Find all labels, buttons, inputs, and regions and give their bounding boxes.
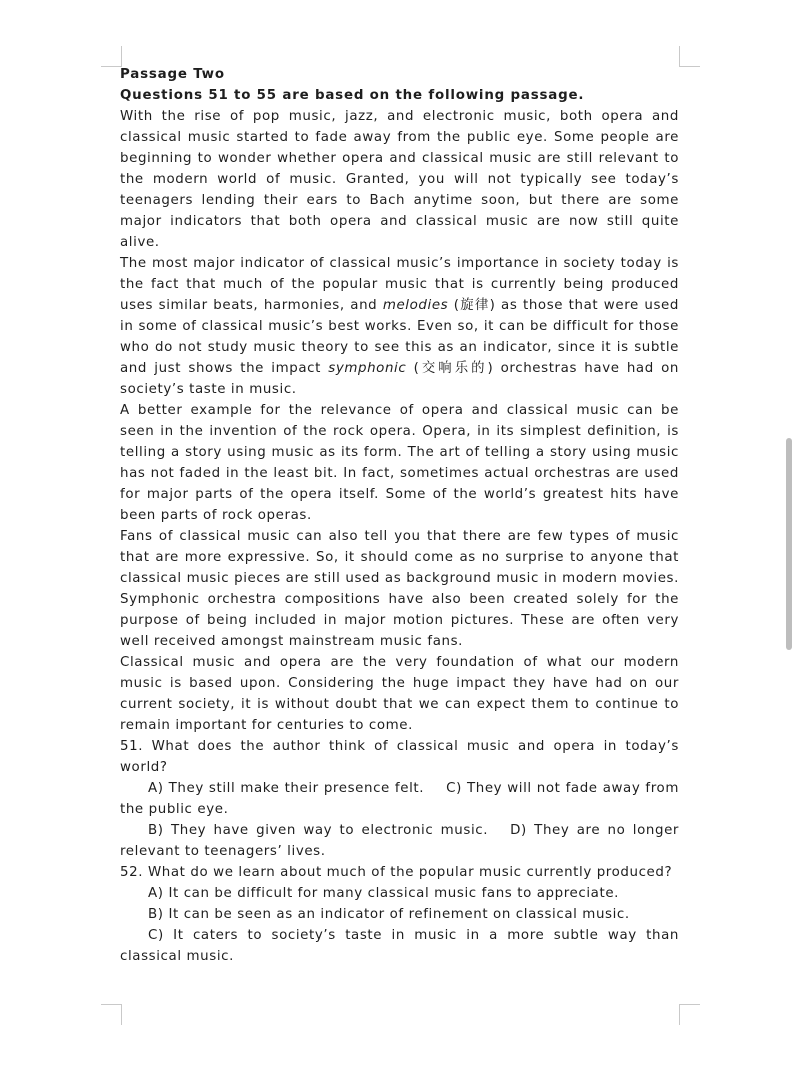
- question-51-option-d: D) They are no longer relevant to teenagers’ lives.: [120, 823, 680, 859]
- vertical-scrollbar[interactable]: [786, 438, 792, 650]
- question-52-stem: 52. What do we learn about much of the popular music currently produced?: [120, 865, 673, 880]
- passage-paragraph-3: A better example for the relevance of opera and classical music can be seen in the invention of the rock opera. Opera, in its simplest definition, is telling a story using music as its form. The art of telling a story using music has not faded in the least bit. In fact, sometimes actual orchestras are used for major parts of the opera itself. Some of the world’s greatest hits have been parts of rock operas.: [120, 403, 679, 523]
- paragraph-2-text-c: orchestras have had on society’s taste in music.: [120, 361, 679, 397]
- paragraph-2-text-a: The most major indicator of classical music’s importance in society today is the fact that much of the popular music that is currently being produced uses similar beats, harmonies, and: [120, 256, 679, 313]
- passage-paragraph-2: [120, 253, 679, 400]
- passage-paragraph-1: With the rise of pop music, jazz, and electronic music, both opera and classical music started to fade away from the public eye. Some people are beginning to wonder whether opera and classical music are still relevant to the modern world of music. Granted, you will not typically see today’s teenagers lending their ears to Bach anytime soon, but there are some major indicators that both opera and classical music are now still quite alive.: [120, 109, 679, 250]
- document-body: [120, 64, 679, 967]
- passage-instructions: Questions 51 to 55 are based on the following passage.: [120, 88, 585, 103]
- question-51-option-b: B) They have given way to electronic music.: [148, 823, 489, 838]
- question-52-option-b: B) It can be seen as an indicator of refinement on classical music.: [148, 907, 630, 922]
- passage-paragraph-5: Classical music and opera are the very foundation of what our modern music is based upon. Considering the huge impact they have had on our current society, it is without doubt that we can expect them to continue to remain important for centuries to come.: [120, 655, 679, 733]
- term-melodies: melodies: [382, 298, 449, 313]
- question-52-option-c: C) It caters to society’s taste in music in a more subtle way than classical music.: [120, 928, 679, 964]
- term-symphonic: symphonic: [328, 361, 407, 376]
- crop-mark-top-right: [679, 46, 700, 67]
- question-51-option-c: C) They will not fade away from the public eye.: [120, 781, 679, 817]
- crop-mark-bottom-right: [679, 1004, 700, 1025]
- gloss-melodies: (旋律): [448, 298, 502, 313]
- question-51-stem: 51. What does the author think of classical music and opera in today’s world?: [120, 739, 679, 775]
- question-52-option-a: A) It can be difficult for many classical music fans to appreciate.: [148, 886, 620, 901]
- question-51-option-a: A) They still make their presence felt.: [148, 781, 425, 796]
- paragraph-2-text-b: as those that were used in some of classical music’s best works. Even so, it can be difficult for those who do not study music theory to see this as an indicator, since it is subtle and just shows the impact: [120, 298, 679, 376]
- question-51-options-row-1: [120, 778, 679, 820]
- crop-mark-bottom-left: [101, 1004, 122, 1025]
- gloss-symphonic: (交响乐的): [406, 361, 501, 376]
- crop-mark-top-left: [101, 46, 122, 67]
- passage-heading: Passage Two: [120, 67, 225, 82]
- question-51-options-row-2: [120, 820, 679, 862]
- passage-paragraph-4: Fans of classical music can also tell you that there are few types of music that are more expressive. So, it should come as no surprise to anyone that classical music pieces are still used as background music in modern movies. Symphonic orchestra compositions have also been created solely for the purpose of being included in major motion pictures. These are often very well received amongst mainstream music fans.: [120, 529, 679, 649]
